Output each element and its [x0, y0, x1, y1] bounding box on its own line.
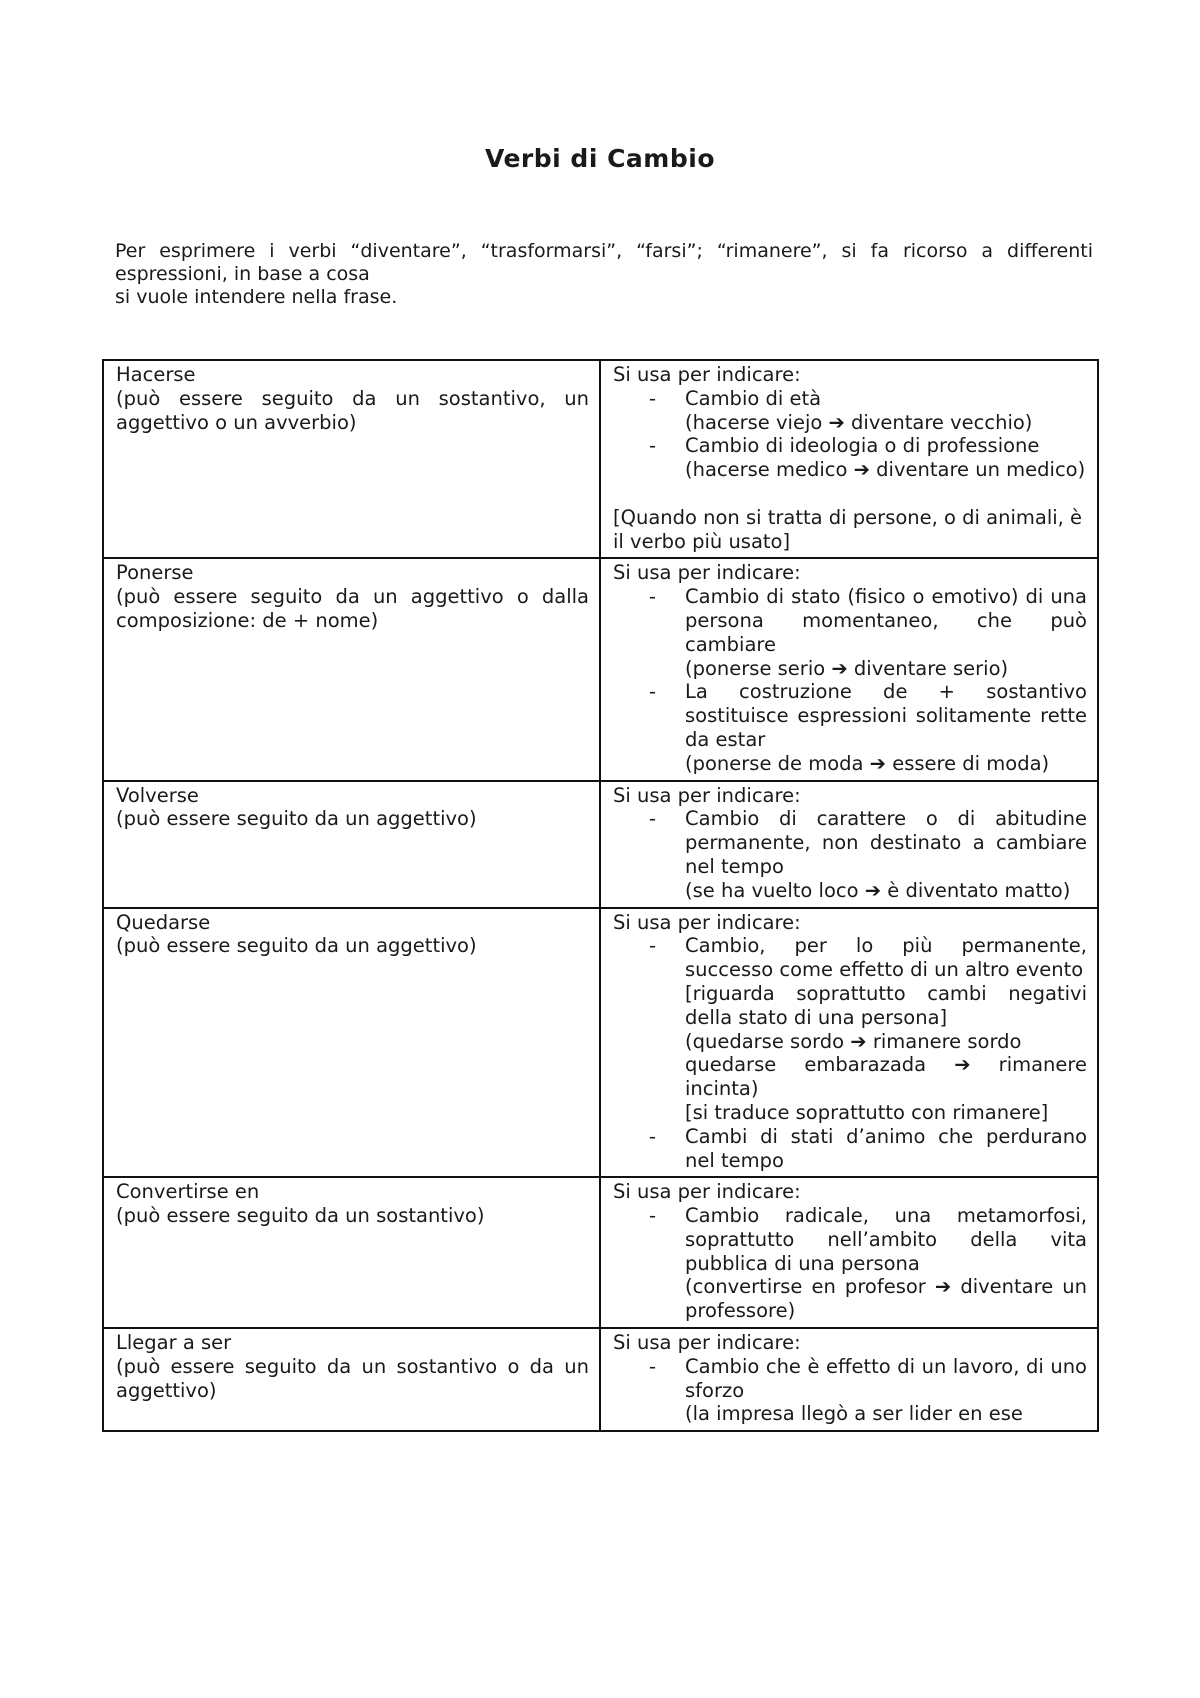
bullet-dash: -	[649, 807, 657, 831]
verb-cell	[103, 558, 600, 780]
verb-usage-note: (può essere seguito da un sostantivo o da un aggettivo)	[116, 1354, 589, 1402]
usage-item	[613, 387, 1087, 435]
bullet-dash: -	[649, 934, 657, 958]
usage-line: [riguarda soprattutto cambi negativi della stato di una persona]	[685, 981, 1087, 1029]
intro-line: Per esprimere i verbi “diventare”, “trasformarsi”, “farsi”; “rimanere”, si fa ricorso a differenti	[115, 240, 1093, 262]
usage-list	[613, 585, 1087, 775]
usage-cell	[600, 781, 1098, 908]
usage-lead: Si usa per indicare:	[613, 1180, 801, 1204]
usage-line: (se ha vuelto loco ➔ è diventato matto)	[685, 878, 1071, 902]
usage-lead: Si usa per indicare:	[613, 783, 801, 807]
usage-line: (hacerse viejo ➔ diventare vecchio)	[685, 410, 1033, 434]
usage-list	[613, 807, 1087, 902]
usage-cell	[600, 360, 1098, 558]
verb-name: Quedarse	[116, 910, 211, 934]
usage-cell	[600, 1177, 1098, 1328]
usage-list	[613, 934, 1087, 1172]
usage-cell	[600, 1328, 1098, 1431]
table-row	[103, 1177, 1098, 1328]
usage-line: Cambi di stati d’animo che perdurano nel tempo	[685, 1124, 1087, 1172]
usage-item	[613, 434, 1087, 482]
verb-cell	[103, 781, 600, 908]
table-row	[103, 558, 1098, 780]
usage-line: Cambio che è effetto di un lavoro, di uno sforzo	[685, 1354, 1087, 1402]
verb-cell	[103, 360, 600, 558]
usage-item	[613, 934, 1087, 1124]
intro-line: si vuole intendere nella frase.	[115, 286, 398, 308]
verb-usage-note: (può essere seguito da un aggettivo)	[116, 807, 477, 831]
usage-lead: Si usa per indicare:	[613, 1331, 801, 1355]
usage-line: La costruzione de + sostantivo sostituisce espressioni solitamente rette da estar	[685, 680, 1087, 751]
usage-line: Cambio di stato (fisico o emotivo) di una persona momentaneo, che può cambiare	[685, 585, 1087, 656]
verb-cell	[103, 908, 600, 1178]
usage-line: (convertirse en profesor ➔ diventare un professore)	[685, 1275, 1087, 1323]
usage-item	[613, 807, 1087, 902]
verbs-table	[102, 359, 1099, 1432]
usage-lead: Si usa per indicare:	[613, 363, 801, 386]
usage-line: (hacerse medico ➔ diventare un medico)	[685, 458, 1086, 482]
verb-usage-note: (può essere seguito da un aggettivo)	[116, 934, 477, 958]
verb-usage-note: (può essere seguito da un sostantivo, un aggettivo o un avverbio)	[116, 386, 589, 434]
usage-list	[613, 1355, 1087, 1426]
usage-line: Cambio di ideologia o di professione	[685, 434, 1040, 458]
usage-lead: Si usa per indicare:	[613, 910, 801, 934]
verb-cell	[103, 1328, 600, 1431]
verb-name: Volverse	[116, 783, 199, 807]
table-row	[103, 908, 1098, 1178]
bullet-dash: -	[649, 386, 657, 410]
bullet-dash: -	[649, 1204, 657, 1228]
bullet-dash: -	[649, 1124, 657, 1148]
usage-line: (ponerse serio ➔ diventare serio)	[685, 656, 1009, 680]
usage-cell	[600, 558, 1098, 780]
usage-item	[613, 585, 1087, 680]
bullet-dash: -	[649, 434, 657, 458]
usage-line: (quedarse sordo ➔ rimanere sordo	[685, 1029, 1022, 1053]
usage-item	[613, 1125, 1087, 1173]
table-row	[103, 1328, 1098, 1431]
bullet-dash: -	[649, 585, 657, 609]
verb-name: Ponerse	[116, 561, 194, 585]
usage-line: (ponerse de moda ➔ essere di moda)	[685, 751, 1050, 775]
usage-item	[613, 1355, 1087, 1426]
usage-item	[613, 680, 1087, 775]
verb-name: Convertirse en	[116, 1180, 260, 1204]
closing-note: [Quando non si tratta di persone, o di animali, è il verbo più usato]	[613, 505, 1083, 553]
bullet-dash: -	[649, 1354, 657, 1378]
verb-usage-note: (può essere seguito da un sostantivo)	[116, 1204, 485, 1228]
intro-line: espressioni, in base a cosa	[115, 263, 370, 285]
usage-cell	[600, 908, 1098, 1178]
usage-item	[613, 1204, 1087, 1323]
verbs-table-body	[103, 360, 1098, 1431]
verb-cell	[103, 1177, 600, 1328]
verb-usage-note: (può essere seguito da un aggettivo o dalla composizione: de + nome)	[116, 585, 589, 632]
verb-name: Llegar a ser	[116, 1331, 232, 1355]
table-row	[103, 781, 1098, 908]
usage-line: Cambio di età	[685, 386, 822, 410]
usage-line: quedarse embarazada ➔ rimanere incinta)	[685, 1053, 1087, 1101]
usage-list	[613, 387, 1087, 482]
usage-line: Cambio di carattere o di abitudine permanente, non destinato a cambiare nel tempo	[685, 807, 1087, 878]
bullet-dash: -	[649, 680, 657, 704]
verb-name: Hacerse	[116, 363, 196, 386]
intro-paragraph	[115, 240, 1093, 309]
table-row	[103, 360, 1098, 558]
usage-line: (la impresa llegò a ser lider en ese	[685, 1402, 1023, 1426]
usage-line: Cambio radicale, una metamorfosi, soprattutto nell’ambito della vita pubblica di una persona	[685, 1204, 1087, 1275]
usage-lead: Si usa per indicare:	[613, 561, 801, 585]
usage-list	[613, 1204, 1087, 1323]
usage-line: Cambio, per lo più permanente, successo come effetto di un altro evento	[685, 934, 1087, 982]
usage-line: [si traduce soprattutto con rimanere]	[685, 1100, 1049, 1124]
page-title: Verbi di Cambio	[484, 144, 715, 173]
